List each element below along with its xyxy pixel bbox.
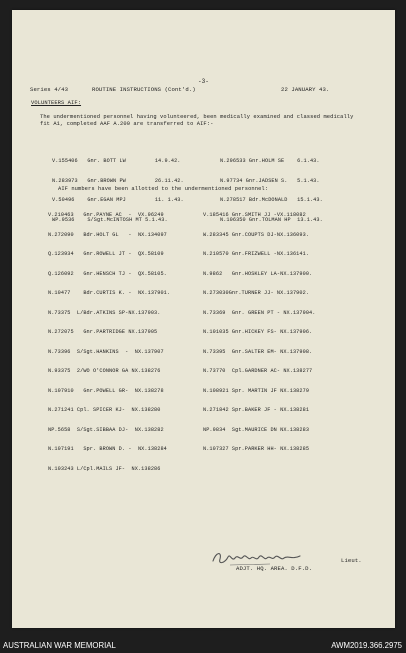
- group2-left-list: [48, 199, 170, 479]
- list-item: N.73369 Gnr. GREEN PT - NX.137904.: [203, 309, 316, 316]
- list-item: N.283973 Gnr.BROWN PW 26.11.42.: [52, 177, 184, 184]
- list-item: N.278517 Bdr.McDONALD 15.1.43.: [220, 197, 323, 203]
- list-item: N.296533 Gnr.HOLM SE 6.1.43.: [220, 158, 320, 164]
- list-item: N.272075 Gnr.PARTRIDGE NX.137905: [48, 329, 158, 335]
- list-item: N.103243 L/Cpl.MAILS JF- NX.138286: [48, 465, 161, 472]
- archive-footer: [0, 630, 406, 653]
- list-item: N.10477 Bdr.CURTIS K. - NX.137901.: [48, 290, 171, 296]
- list-item: N.108921 Spr. MARTIN JF NX.138279: [203, 387, 310, 394]
- list-item: N.107327 Spr.PARKER HH- NX.138285: [203, 446, 310, 452]
- list-item: V.155406 Gnr. BOTT LW 14.9.42.: [52, 158, 181, 164]
- list-item: NP.5658 S/Sgt.SIBBAA DJ- NX.138282: [48, 426, 164, 433]
- list-item: Q.126092 Gnr.HENSCH TJ - QX.58105.: [48, 270, 167, 277]
- list-item: N.106350 Gnr.TOLMAN HP 13.1.43.: [220, 216, 323, 223]
- list-item: N.9862 Gnr.HOSKLEY LA-NX.137900.: [203, 270, 313, 277]
- footer-accession-number: AWM2019.366.2975: [331, 641, 402, 650]
- list-item: V.185416 Gnr.SMITH JJ -VX.118082: [203, 212, 306, 218]
- list-item: N.107191 Spr. BROWN D. - NX.138284: [48, 446, 167, 452]
- list-item: N.271241 Cpl. SPICER KJ- NX.138280: [48, 407, 161, 413]
- list-item: N.93375 2/WO O'CONNOR GA NX.138276: [48, 368, 161, 374]
- list-item: N.73770 Cpl.GARDNER AC- NX.138277: [203, 368, 313, 374]
- document-title: ROUTINE INSTRUCTIONS (Cont'd.): [92, 86, 196, 93]
- list-item: N.273030Gnr.TURNER JJ- NX.137902.: [203, 290, 310, 296]
- list-item: V.50496 Gnr.EGAN MPJ 11. 1.43.: [52, 197, 184, 203]
- document-date: 22 JANUARY 43.: [281, 86, 330, 93]
- list-item: V.210463 Gnr.PAYNE AC - VX.96249: [48, 212, 164, 218]
- page-number: -3-: [198, 78, 209, 85]
- list-item: NP.9834 Sgt.MAURICE DN NX.138283: [203, 426, 310, 433]
- aif-numbers-text: AIF numbers have been allotted to the undermentioned personnel:: [58, 186, 269, 192]
- signature-title: ADJT. HQ. AREA. D.F.D.: [236, 565, 313, 572]
- list-item: N.271842 Spr.BAKER JF - NX.138281: [203, 407, 310, 413]
- intro-paragraph: The undermentioned personnel having volunteered, been medically examined and classed medically fit A1, completed AAF A.200 are transferred to AIF:-: [40, 114, 354, 127]
- signature-rank: Lieut.: [341, 557, 362, 564]
- series-number: Series 4/43: [30, 86, 69, 93]
- list-item: N.272090 Bdr.HOLT GL - NX.134097: [48, 231, 167, 238]
- list-item: N.101035 Gnr.HICKEY FS- NX.137906.: [203, 329, 313, 335]
- list-item: N.107910 Gnr.POWELL GR- NX.138278: [48, 387, 164, 394]
- list-item: WP.9536 S/Sgt.McINTOSH MT 5.1.43.: [52, 216, 168, 223]
- list-item: N.73395 Gnr.SALTER EM- NX.137908.: [203, 348, 313, 355]
- list-item: Q.123934 Gnr.ROWELL JT - QX.58109: [48, 251, 164, 257]
- footer-institution: AUSTRALIAN WAR MEMORIAL: [3, 641, 116, 650]
- list-item: N.210570 Gnr.FRIZWELL -NX.136141.: [203, 251, 310, 257]
- list-item: N.73375 L/Bdr.ATKINS SP-NX.137903.: [48, 309, 161, 316]
- list-item: N.97734 Gnr.JADSEN S. 5.1.43.: [220, 177, 320, 184]
- group2-right-list: [203, 199, 315, 459]
- list-item: N.73396 S/Sgt.HANKINS - NX.137907: [48, 348, 164, 355]
- list-item: W.283345 Gnr.COUPTS DJ-NX.136093.: [203, 231, 310, 238]
- section-heading: VOLUNTEERS AIF:: [31, 100, 82, 106]
